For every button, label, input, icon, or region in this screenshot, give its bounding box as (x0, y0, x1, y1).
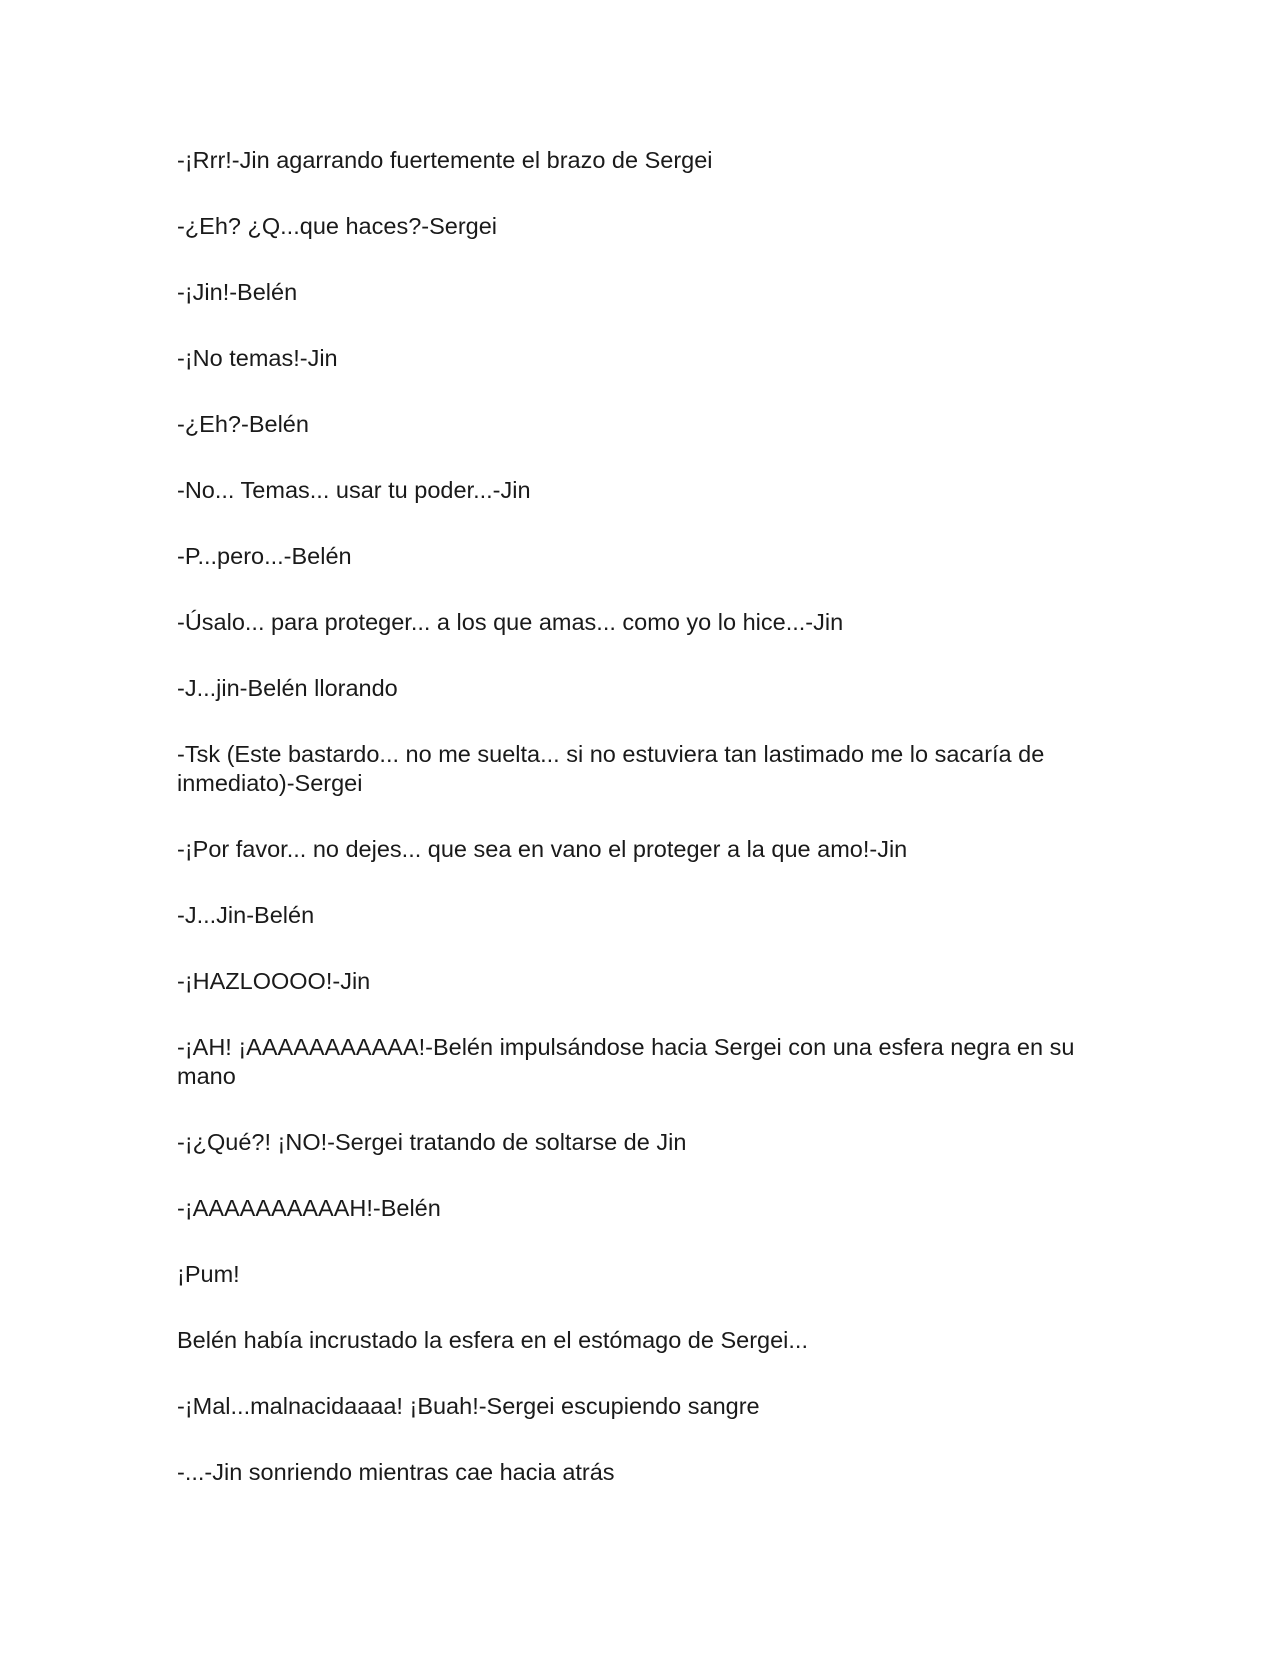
paragraph: -¿Eh? ¿Q...que haces?-Sergei (177, 213, 498, 239)
paragraph: -...-Jin sonriendo mientras cae hacia atrás (177, 1459, 615, 1485)
paragraph: -¡AH! ¡AAAAAAAAAAA!-Belén impulsándose hacia Sergei con una esfera negra en su mano (177, 1034, 1075, 1089)
paragraph: -P...pero...-Belén (177, 543, 352, 569)
paragraph: -¡No temas!-Jin (177, 345, 338, 371)
paragraph: -J...Jin-Belén (177, 902, 315, 928)
paragraph: -J...jin-Belén llorando (177, 675, 398, 701)
paragraph: -Úsalo... para proteger... a los que amas... como yo lo hice...-Jin (177, 609, 844, 635)
paragraph: -Tsk (Este bastardo... no me suelta... si no estuviera tan lastimado me lo sacaría de inmediato)-Sergei (177, 741, 1045, 796)
paragraph: -¡Jin!-Belén (177, 279, 298, 305)
paragraph: -¡HAZLOOOO!-Jin (177, 968, 371, 994)
paragraph: -¡¿Qué?! ¡NO!-Sergei tratando de soltarse de Jin (177, 1129, 687, 1155)
paragraph: -¡Rrr!-Jin agarrando fuertemente el brazo de Sergei (177, 147, 713, 173)
paragraph: -¿Eh?-Belén (177, 411, 309, 437)
paragraph: -No... Temas... usar tu poder...-Jin (177, 477, 531, 503)
document-body (177, 146, 1097, 1524)
paragraph: -¡Mal...malnacidaaaa! ¡Buah!-Sergei escupiendo sangre (177, 1393, 760, 1419)
paragraph: Belén había incrustado la esfera en el estómago de Sergei... (177, 1327, 808, 1353)
paragraph: -¡AAAAAAAAAAH!-Belén (177, 1195, 441, 1221)
paragraph: ¡Pum! (177, 1261, 240, 1287)
paragraph: -¡Por favor... no dejes... que sea en vano el proteger a la que amo!-Jin (177, 836, 908, 862)
